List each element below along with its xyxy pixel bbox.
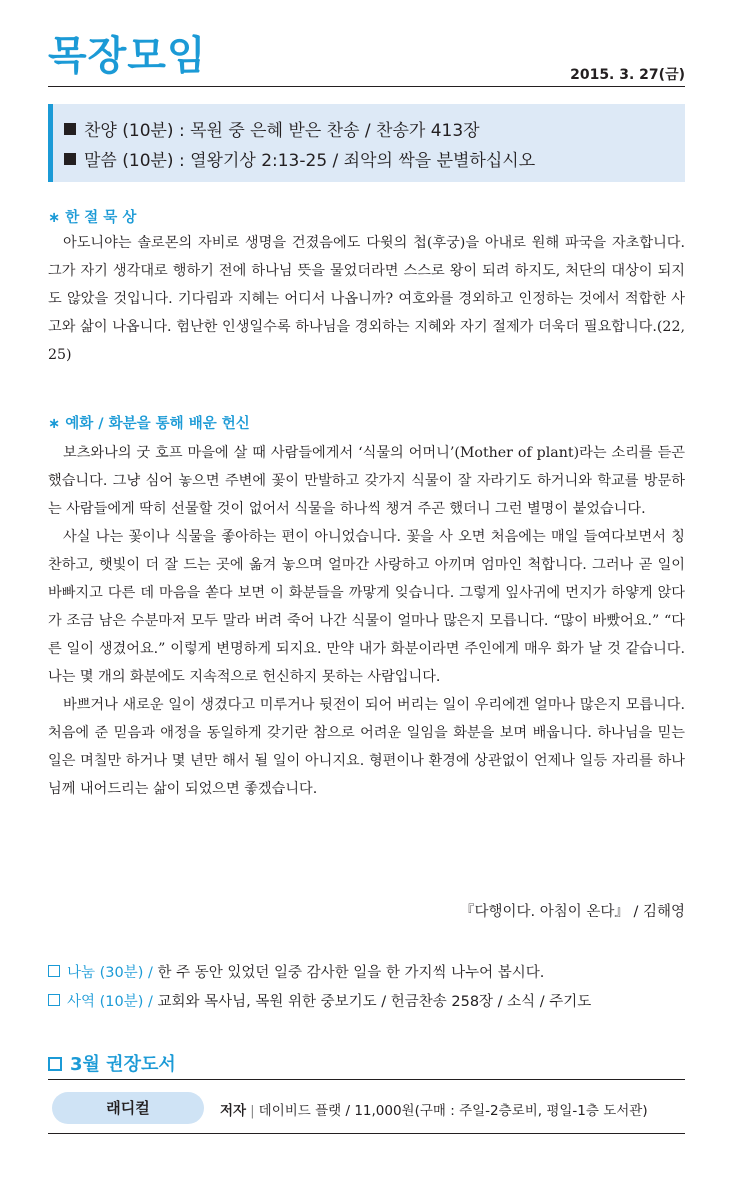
mission-text: 교회와 목사님, 목원 위한 중보기도 / 헌금찬송 258장 / 소식 / 주기도 <box>157 994 592 1010</box>
story-paragraph-3: 바쁘거나 새로운 일이 생겼다고 미루거나 뒷전이 되어 버리는 일이 우리에겐 얼마나 많은지 모릅니다. 처음에 준 믿음과 애정을 동일하게 갖기란 참으로 어려운 일임을 화분을 보며 배웁니다. 하나님을 믿는 일은 며칠만 하거나 몇 년만 해서 될 일이 아니지요. 형편이나 환경에 상관없이 언제나 일등 자리를 하나님께 내어드리는 삶이 되었으면 좋겠습니다. <box>48 697 685 797</box>
mission-label: 사역 (10분) / <box>67 994 153 1010</box>
worship-box-accent-bar <box>48 104 53 182</box>
page-title: 목장모임 <box>48 33 207 79</box>
meditation-body <box>48 229 685 369</box>
praise-line <box>64 118 480 144</box>
story-paragraph-1: 보츠와나의 굿 호프 마을에 살 때 사람들에게서 ‘식물의 어머니’(Mother of plant)라는 소리를 듣곤 했습니다. 그냥 심어 놓으면 주변에 꽃이 만발하고 갖가지 식물이 잘 자라기도 하거니와 학교를 방문하는 사람들에게 딱히 선물할 것이 없어서 식물을 하나씩 챙겨 주곤 했더니 그런 별명이 붙었습니다. <box>48 445 685 517</box>
square-bullet-icon <box>64 153 76 165</box>
story-source: 『다행이다. 아침이 온다』 / 김해영 <box>459 904 685 920</box>
sermon-line <box>64 148 535 174</box>
share-text: 한 주 동안 있었던 일중 감사한 일을 한 가지씩 나누어 봅시다. <box>157 965 545 981</box>
story-heading: ∗ 예화 / 화분을 통해 배운 헌신 <box>48 416 250 432</box>
books-divider-top <box>48 1079 685 1080</box>
share-row <box>48 961 544 982</box>
checkbox-icon <box>48 1057 62 1071</box>
page-date: 2015. 3. 27(금) <box>570 67 685 83</box>
book-title-badge: 래디컬 <box>52 1092 204 1124</box>
story-body <box>48 439 685 803</box>
worship-box <box>48 104 685 182</box>
book-details: 데이비드 플랫 / 11,000원(구매 : 주일-2층로비, 평일-1층 도서관) <box>258 1103 648 1119</box>
mission-row <box>48 990 591 1011</box>
meditation-heading: ∗ 한 절 묵 상 <box>48 210 137 226</box>
share-label: 나눔 (30분) / <box>67 965 153 981</box>
books-heading <box>48 1050 176 1076</box>
square-bullet-icon <box>64 123 76 135</box>
books-divider-bottom <box>48 1133 685 1134</box>
header-divider <box>48 86 685 87</box>
meditation-paragraph: 아도니야는 솔로몬의 자비로 생명을 건졌음에도 다윗의 첩(후궁)을 아내로 원해 파국을 자초합니다. 그가 자기 생각대로 행하기 전에 하나님 뜻을 물었더라면 스스로 왕이 되려 하지도, 처단의 대상이 되지도 않았을 것입니다. 기다림과 지혜는 어디서 나옵니까? 여호와를 경외하고 인정하는 것에서 적합한 사고와 삶이 나옵니다. 험난한 인생일수록 하나님을 경외하는 지혜와 자기 절제가 더욱더 필요합니다.(22, 25) <box>48 235 685 363</box>
book-info <box>220 1099 648 1119</box>
praise-text: 찬양 (10분) : 목원 중 은혜 받은 찬송 / 찬송가 413장 <box>84 121 480 141</box>
sermon-text: 말씀 (10분) : 열왕기상 2:13-25 / 죄악의 싹을 분별하십시오 <box>84 151 536 171</box>
checkbox-icon <box>48 965 60 977</box>
checkbox-icon <box>48 994 60 1006</box>
author-key: 저자 <box>220 1103 247 1119</box>
separator: | <box>250 1103 255 1119</box>
books-heading-text: 3월 권장도서 <box>70 1054 176 1075</box>
story-paragraph-2: 사실 나는 꽃이나 식물을 좋아하는 편이 아니었습니다. 꽃을 사 오면 처음에는 매일 들여다보면서 칭찬하고, 햇빛이 더 잘 드는 곳에 옮겨 놓으며 얼마간 사랑하고 아끼며 엄마인 척합니다. 그러나 곧 일이 바빠지고 다른 데 마음을 쏟다 보면 이 화분들을 까맣게 잊습니다. 그렇게 잎사귀에 먼지가 하얗게 앉다가 조금 남은 수분마저 모두 말라 버려 죽어 나간 식물이 얼마나 많은지 모릅니다. “많이 바빴어요.” “다른 일이 생겼어요.” 이렇게 변명하게 되지요. 만약 내가 화분이라면 주인에게 매우 화가 날 것 같습니다. 나는 몇 개의 화분에도 지속적으로 헌신하지 못하는 사람입니다. <box>48 529 685 685</box>
